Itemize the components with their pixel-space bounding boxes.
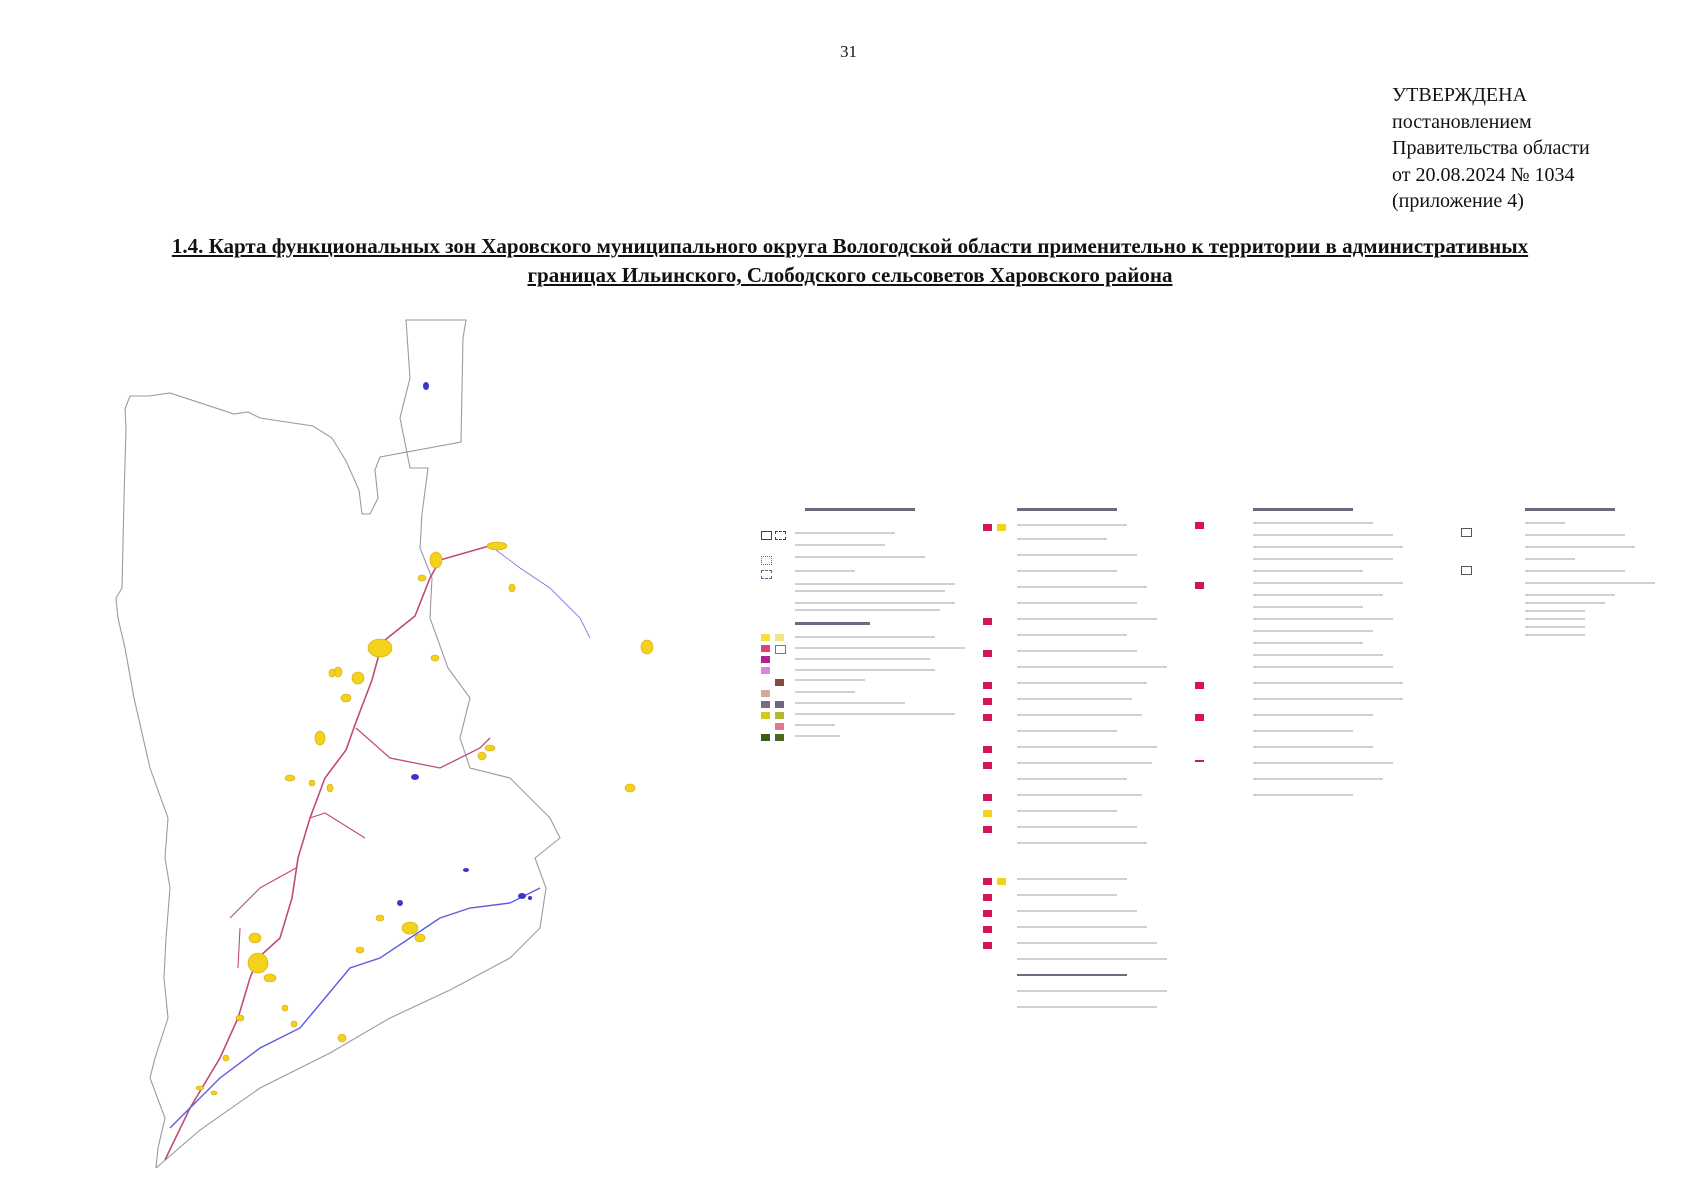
river bbox=[170, 888, 540, 1128]
approval-line-4: от 20.08.2024 № 1034 bbox=[1392, 163, 1575, 186]
approval-line-5: (приложение 4) bbox=[1392, 190, 1524, 212]
water-bodies bbox=[397, 382, 532, 906]
main-road bbox=[165, 544, 496, 1160]
functional-zones-map bbox=[110, 318, 710, 1168]
district-boundary bbox=[116, 320, 560, 1168]
secondary-road bbox=[356, 728, 490, 768]
legend-column-1 bbox=[755, 498, 975, 1098]
approval-line-2: постановлением bbox=[1392, 110, 1532, 133]
legend-column-4 bbox=[1455, 498, 1675, 1098]
small-river bbox=[496, 550, 590, 638]
map-title-line-1: 1.4. Карта функциональных зон Харовского муниципального округа Вологодской области применительно к территории в административных bbox=[171, 234, 1529, 258]
approval-stamp bbox=[1392, 82, 1692, 215]
map-title-line-2: границах Ильинского, Слободского сельсоветов Харовского района bbox=[527, 263, 1173, 287]
approval-line-1: УТВЕРЖДЕНА bbox=[1392, 84, 1528, 106]
page-number: 31 bbox=[840, 42, 857, 61]
branch-road bbox=[230, 813, 365, 968]
legend-column-3 bbox=[1189, 498, 1409, 1098]
legend-column-2 bbox=[977, 498, 1177, 1098]
settlement-areas bbox=[196, 542, 653, 1095]
map-title bbox=[100, 232, 1600, 290]
map-legend bbox=[755, 498, 1690, 1098]
approval-line-3: Правительства области bbox=[1392, 137, 1590, 159]
